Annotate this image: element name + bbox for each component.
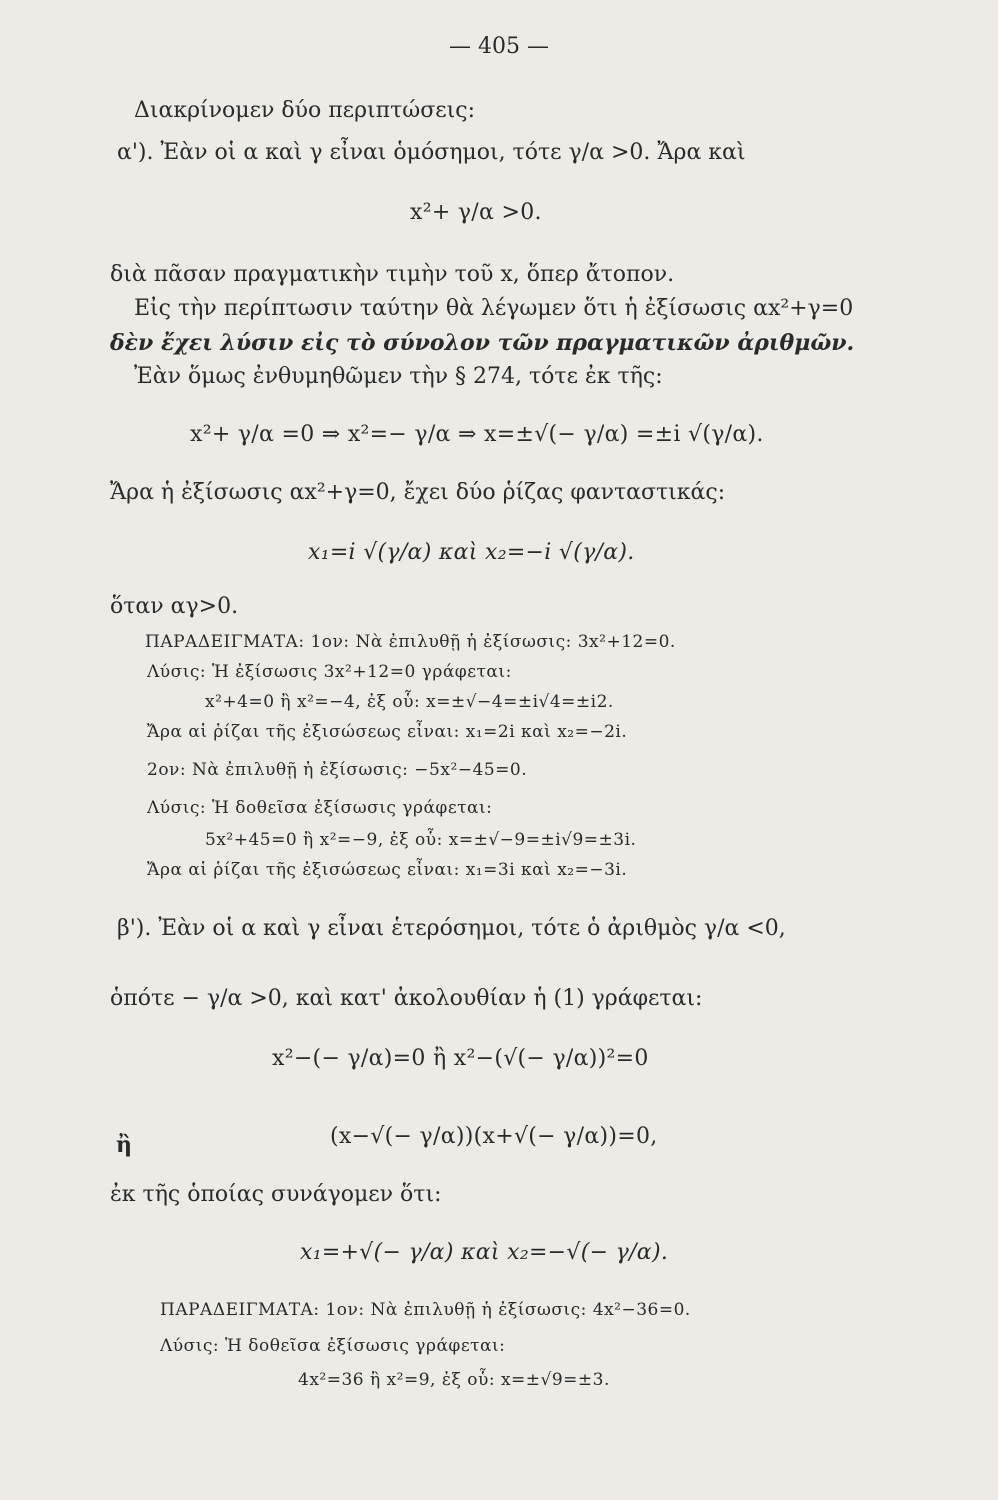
page-number: — 405 — <box>449 34 549 59</box>
text-line: Ἄρα ἡ ἐξίσωσις αx²+γ=0, ἔχει δύο ῥίζας φανταστικάς: <box>110 480 726 505</box>
equation: x²+ γ/α >0. <box>410 200 542 225</box>
text-line: Εἰς τὴν περίπτωσιν ταύτην θὰ λέγωμεν ὅτι ἡ ἐξίσωσις αx²+γ=0 <box>134 296 854 321</box>
solution-line: Ἄρα αἱ ῥίζαι τῆς ἐξισώσεως εἶναι: x₁=2i καὶ x₂=−2i. <box>147 722 628 742</box>
text-line: ὁπότε − γ/α >0, καὶ κατ' ἀκολουθίαν ἡ (1) γράφεται: <box>110 986 703 1011</box>
equation: x²+ γ/α =0 ⇒ x²=− γ/α ⇒ x=±√(− γ/α) =±i √(γ/α). <box>190 422 764 447</box>
text-line: διὰ πᾶσαν πραγματικὴν τιμὴν τοῦ x, ὅπερ ἄτοπον. <box>110 262 675 287</box>
solution-line: Ἄρα αἱ ῥίζαι τῆς ἐξισώσεως εἶναι: x₁=3i καὶ x₂=−3i. <box>147 860 628 880</box>
equation: x²−(− γ/α)=0 ἢ x²−(√(− γ/α))²=0 <box>272 1046 649 1071</box>
equation: x₁=+√(− γ/α) καὶ x₂=−√(− γ/α). <box>300 1240 669 1265</box>
solution-line: 4x²=36 ἢ x²=9, ἐξ οὗ: x=±√9=±3. <box>298 1370 610 1390</box>
solution-line: Λύσις: Ἡ δοθεῖσα ἐξίσωσις γράφεται: <box>147 798 493 818</box>
solution-line: 5x²+45=0 ἢ x²=−9, ἐξ οὗ: x=±√−9=±i√9=±3i. <box>205 830 637 850</box>
example-heading: 2ον: Νὰ ἐπιλυθῇ ἡ ἐξίσωσις: −5x²−45=0. <box>147 760 528 780</box>
example-heading: ΠΑΡΑΔΕΙΓΜΑΤΑ: 1ον: Νὰ ἐπιλυθῇ ἡ ἐξίσωσις: 3x²+12=0. <box>145 632 676 652</box>
text-line: ἢ <box>116 1132 132 1158</box>
text-line: ὅταν αγ>0. <box>110 594 239 619</box>
example-heading: ΠΑΡΑΔΕΙΓΜΑΤΑ: 1ον: Νὰ ἐπιλυθῇ ἡ ἐξίσωσις: 4x²−36=0. <box>160 1300 691 1320</box>
text-line: β'). Ἐὰν οἱ α καὶ γ εἶναι ἑτερόσημοι, τότε ὁ ἀριθμὸς γ/α <0, <box>117 916 786 941</box>
solution-line: x²+4=0 ἢ x²=−4, ἐξ οὗ: x=±√−4=±i√4=±i2. <box>205 692 614 712</box>
equation: (x−√(− γ/α))(x+√(− γ/α))=0, <box>330 1124 658 1149</box>
solution-line: Λύσις: Ἡ δοθεῖσα ἐξίσωσις γράφεται: <box>160 1336 506 1356</box>
text-line-bold: δὲν ἔχει λύσιν εἰς τὸ σύνολον τῶν πραγματικῶν ἀριθμῶν. <box>110 330 855 356</box>
text-line: Ἐὰν ὅμως ἐνθυμηθῶμεν τὴν § 274, τότε ἐκ τῆς: <box>134 364 663 389</box>
text-line: α'). Ἐὰν οἱ α καὶ γ εἶναι ὁμόσημοι, τότε γ/α >0. Ἄρα καὶ <box>117 140 746 165</box>
solution-line: Λύσις: Ἡ ἐξίσωσις 3x²+12=0 γράφεται: <box>147 662 512 682</box>
text-line: Διακρίνομεν δύο περιπτώσεις: <box>134 98 475 123</box>
text-line: ἐκ τῆς ὁποίας συνάγομεν ὅτι: <box>110 1182 442 1207</box>
equation: x₁=i √(γ/α) καὶ x₂=−i √(γ/α). <box>308 540 635 565</box>
